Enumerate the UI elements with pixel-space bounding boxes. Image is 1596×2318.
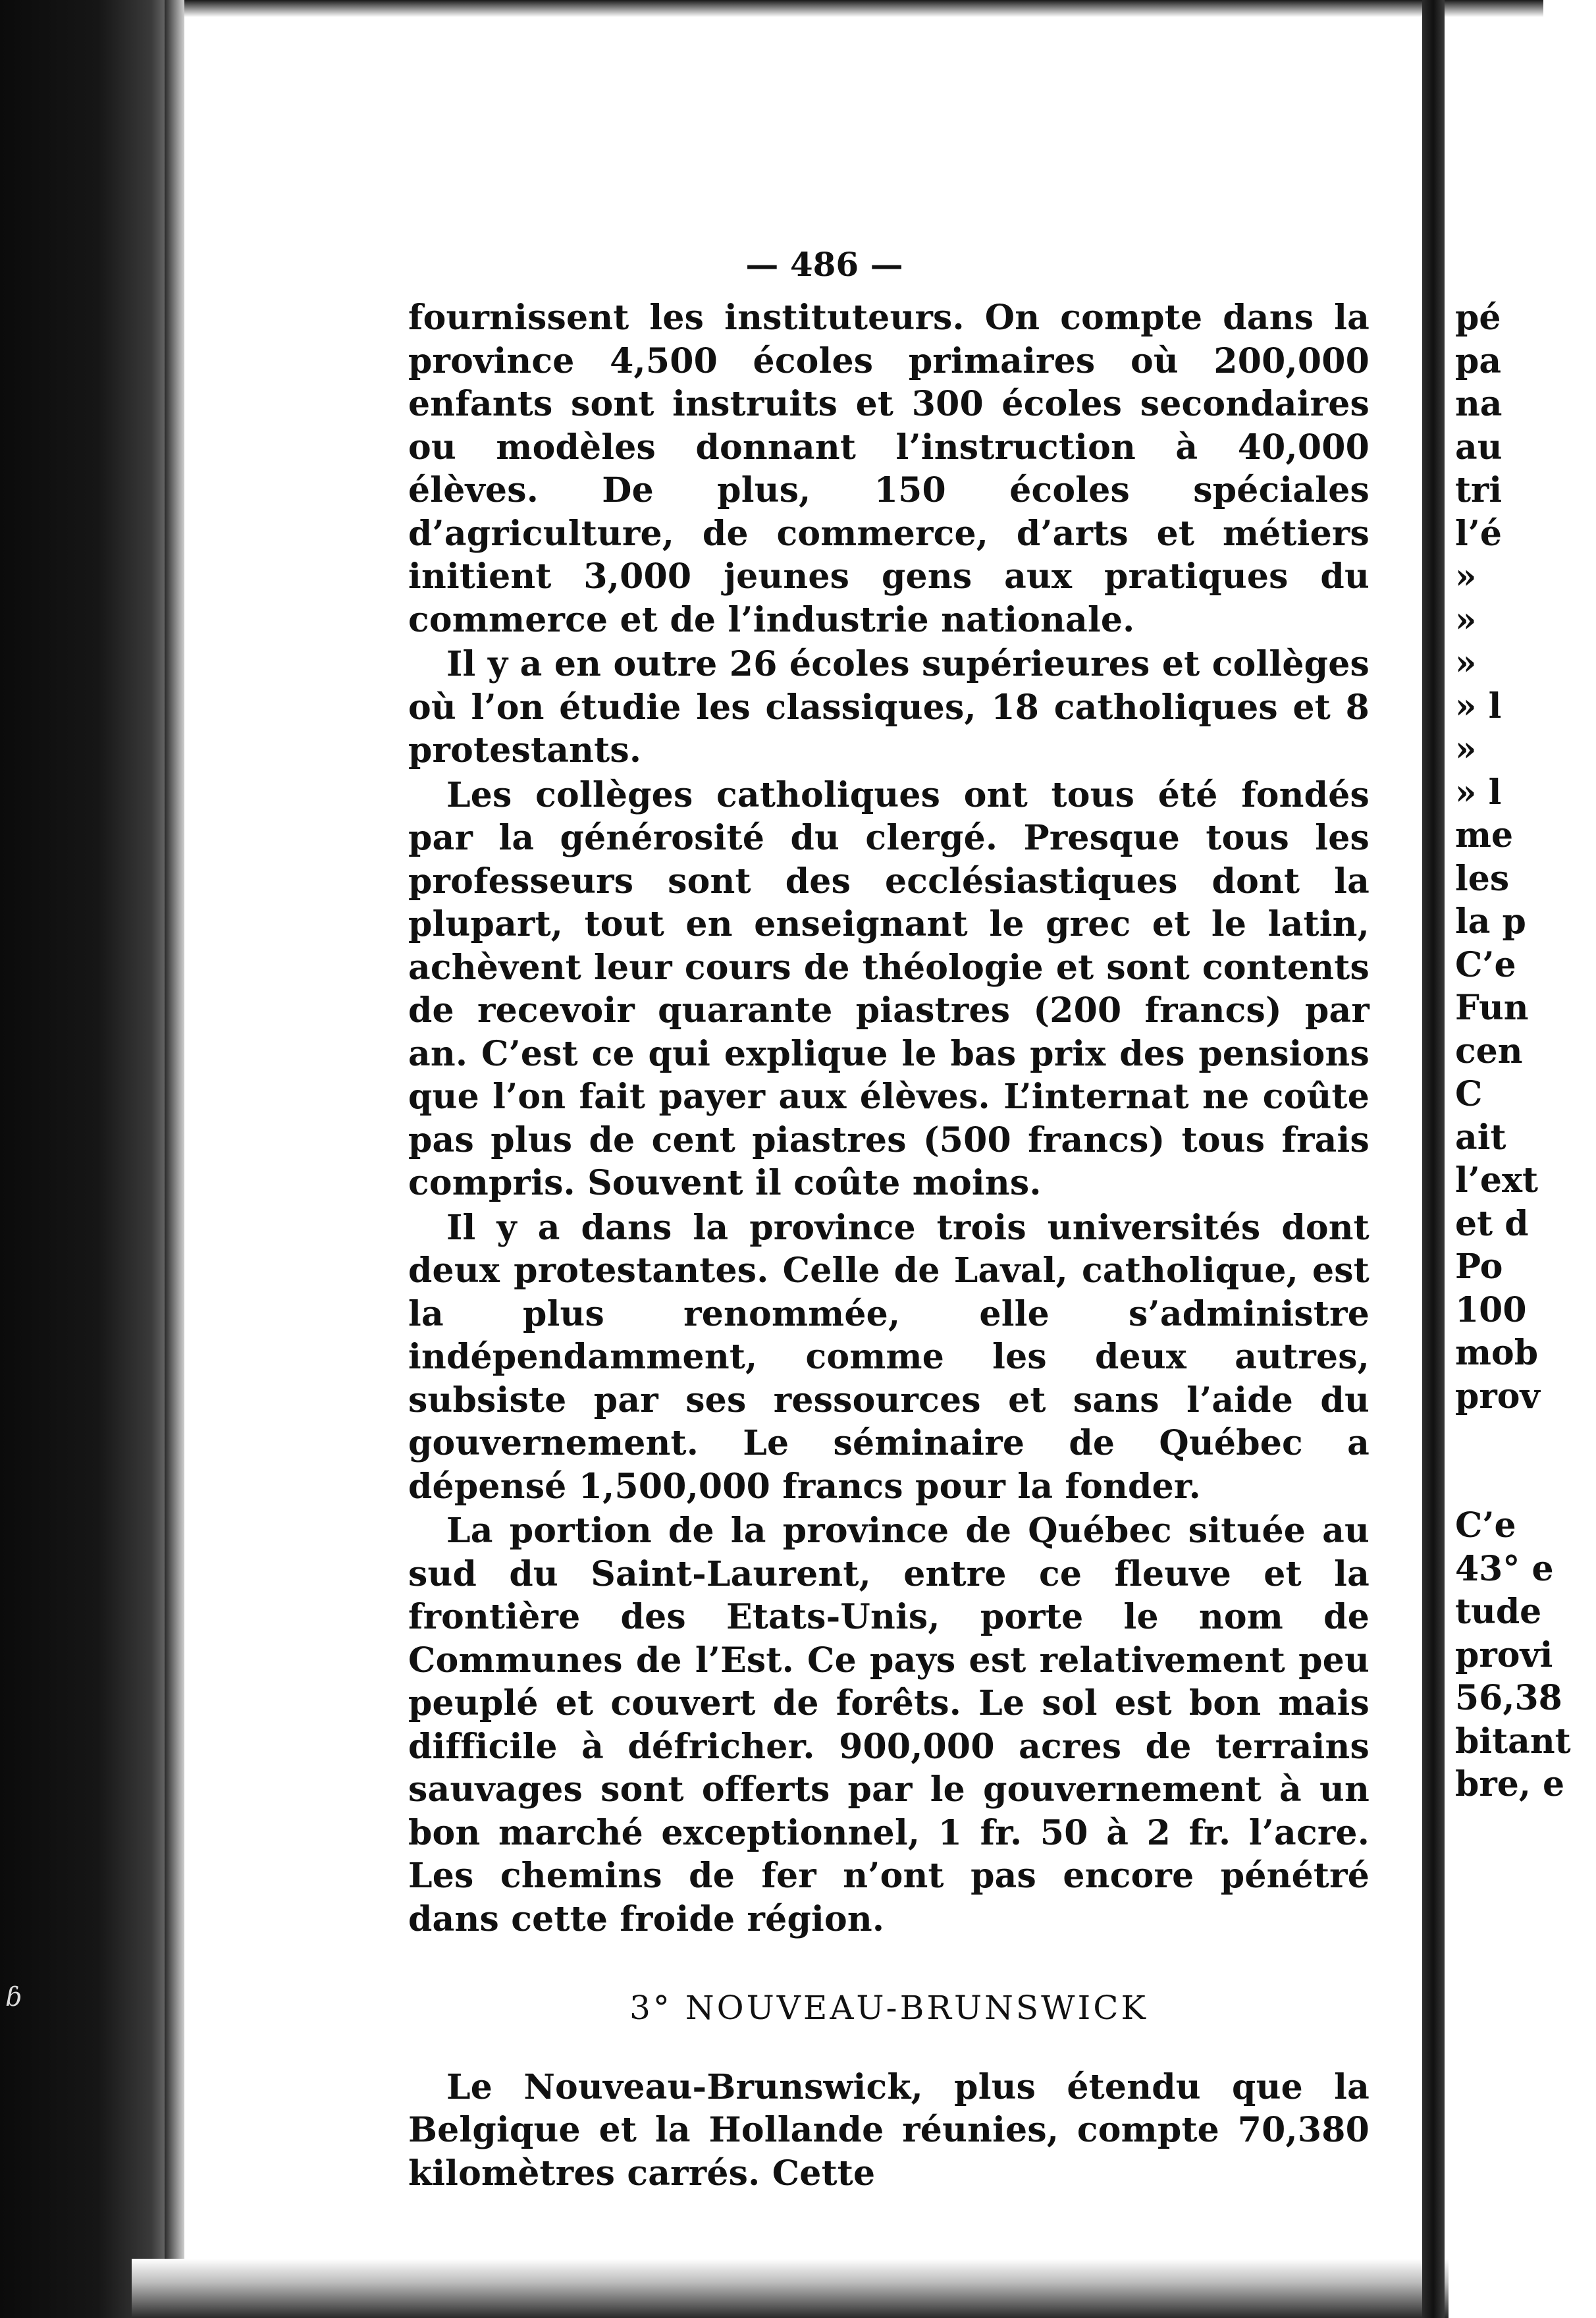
fragment-line: »: [1455, 643, 1477, 683]
fragment-line: prov: [1455, 1376, 1540, 1416]
fragment-line: tri: [1455, 470, 1503, 510]
paragraph: La portion de la province de Québec située au sud du Saint-Laurent, entre ce fleuve et la frontière des Etats-Unis, porte le nom de Communes de l’Est. Ce pays est relativement peu peuplé et couvert de forêts. Le sol est bon mais difficile à défricher. 900,000 acres de terrains sauvages sont offerts par le gouvernement à un bon marché exceptionnel, 1 fr. 50 à 2 fr. l’acre. Les chemins de fer n’ont pas encore pénétré dans cette froide région.: [408, 1511, 1370, 1939]
fragment-line: ait: [1455, 1117, 1506, 1158]
fragment-line: » l: [1455, 686, 1502, 726]
fragment-line: au: [1455, 427, 1503, 468]
fragment-gap: [1455, 1418, 1543, 1504]
fragment-line: bre, e: [1455, 1764, 1565, 1804]
fragment-line: l’é: [1455, 513, 1502, 554]
paragraph: Il y a en outre 26 écoles supérieures et collèges où l’on étudie les classiques, 18 catholiques et 8 protestants.: [408, 644, 1370, 770]
paragraph: Il y a dans la province trois universités dont deux protestantes. Celle de Laval, catholique, est la plus renommée, elle s’administre indépendamment, comme les deux autres, subsiste par ses ressources et sans l’aide du gouvernement. Le séminaire de Québec a dépensé 1,500,000 francs pour la fonder.: [408, 1207, 1370, 1507]
fragment-line: 100: [1455, 1289, 1527, 1330]
fragment-line: cen: [1455, 1031, 1523, 1071]
fragment-line: Fun: [1455, 988, 1529, 1028]
fragment-line: pa: [1455, 340, 1502, 381]
right-page-fragments: [1455, 296, 1571, 1806]
section-paragraph: Le Nouveau-Brunswick, plus étendu que la Belgique et la Hollande réunies, compte 70,380 kilomètres carrés. Cette: [408, 2066, 1370, 2194]
fragment-line: C: [1455, 1074, 1483, 1114]
section-heading: 3° NOUVEAU-BRUNSWICK: [629, 1989, 1148, 2027]
paragraph: fournissent les instituteurs. On compte dans la province 4,500 écoles primaires où 200,000 enfants sont instruits et 300 écoles secondaires ou modèles donnant l’instruction à 40,000 élèves. De plus, 150 écoles spéciales d’agriculture, de commerce, d’arts et métiers initient 3,000 jeunes gens aux pratiques du commerce et de l’industrie nationale.: [408, 298, 1370, 640]
fragment-line: et d: [1455, 1203, 1529, 1244]
fragment-line: l’ext: [1455, 1160, 1538, 1200]
fragment-line: la p: [1455, 902, 1526, 942]
fragment-line: mob: [1455, 1333, 1539, 1373]
binding-gutter-edge: [165, 0, 184, 2318]
fragment-line: provi: [1455, 1634, 1553, 1675]
fragment-line: pé: [1455, 298, 1501, 338]
page-bottom-edge: [132, 2259, 1449, 2318]
fragment-line: bitant: [1455, 1721, 1571, 1762]
binding-gutter: [0, 0, 178, 2318]
fragment-line: tude: [1455, 1592, 1542, 1632]
fragment-line: » l: [1455, 772, 1502, 813]
fragment-line: me: [1455, 815, 1514, 855]
fragment-line: les: [1455, 858, 1510, 899]
fragment-line: 43° e: [1455, 1548, 1554, 1589]
main-text: [408, 296, 1370, 2196]
fragment-line: Po: [1455, 1247, 1503, 1287]
page-top-edge: [0, 0, 1543, 17]
fragment-line: C’e: [1455, 944, 1516, 985]
paragraph: Les collèges catholiques ont tous été fondés par la générosité du clergé. Presque tous les professeurs sont des ecclésiastiques dont la plupart, tout en enseignant le grec et le latin, achèvent leur cours de théologie et sont contents de recevoir quarante piastres (200 francs) par an. C’est ce qui explique le bas prix des pensions que l’on fait payer aux élèves. L’internat ne coûte pas plus de cent piastres (500 francs) tous frais compris. Souvent il coûte moins.: [408, 774, 1370, 1203]
fragment-line: »: [1455, 556, 1477, 597]
fragment-line: na: [1455, 384, 1503, 424]
fragment-line: »: [1455, 729, 1477, 769]
margin-mark: ɓ: [5, 1982, 22, 2012]
fragment-line: 56,38: [1455, 1678, 1562, 1718]
fragment-line: »: [1455, 599, 1477, 640]
page-fold: [1422, 0, 1445, 2318]
fragment-line: C’e: [1455, 1505, 1516, 1546]
page-number: — 486 —: [745, 245, 903, 284]
